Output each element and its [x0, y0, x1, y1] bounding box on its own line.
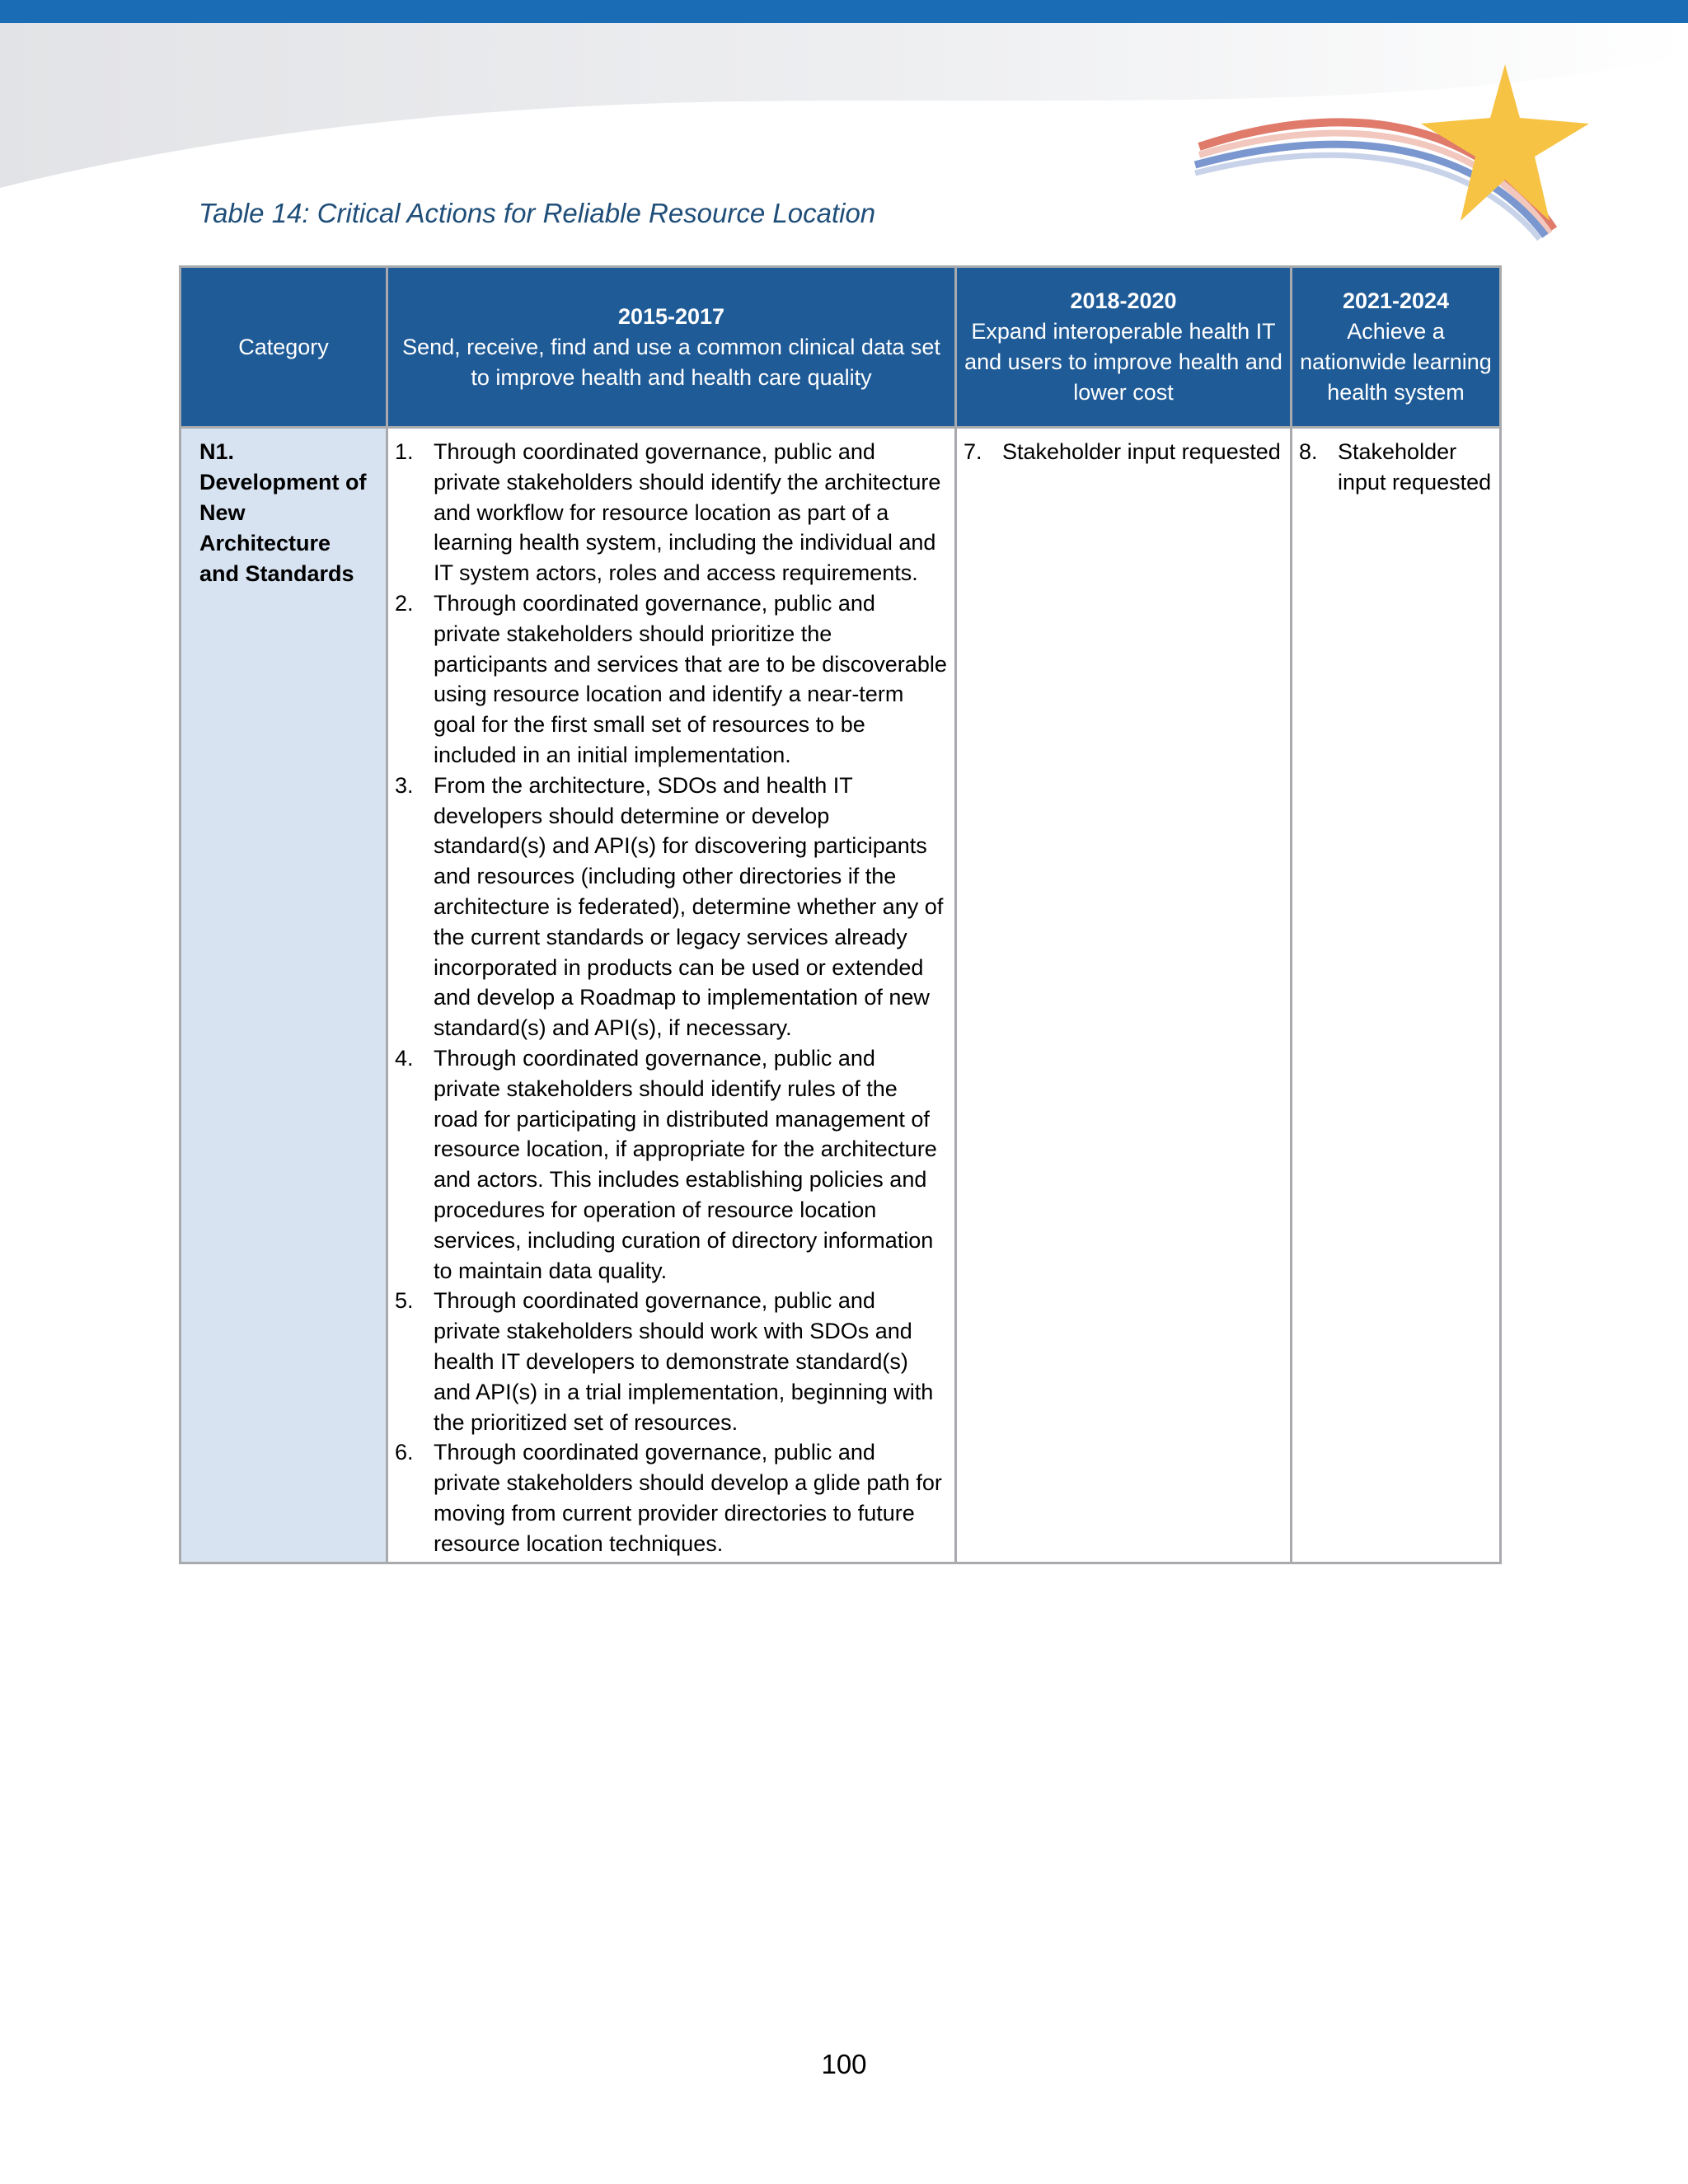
item-text: Stakeholder input requested [1338, 439, 1492, 494]
item-number: 6. [395, 1440, 414, 1465]
list-item [395, 771, 948, 1043]
actions-2021-2024-cell [1292, 428, 1501, 1563]
header-description: Send, receive, find and use a common clinical data set to improve health and health care quality [402, 334, 940, 390]
list-item [395, 1286, 948, 1437]
list-item [395, 437, 948, 588]
header-description: Expand interoperable health IT and users to improve health and lower cost [964, 319, 1282, 405]
header-2018-2020 [956, 267, 1292, 428]
item-number: 8. [1299, 439, 1318, 464]
actions-2018-2020-cell [956, 428, 1292, 1563]
header-period: 2018-2020 [1070, 288, 1177, 313]
item-number: 1. [395, 439, 414, 464]
list-item [395, 1437, 948, 1558]
header-2015-2017 [387, 267, 956, 428]
item-text: Through coordinated governance, public and private stakeholders should identify rules of the road for participating in distributed management of resource location, if appropriate for the architecture and actors. This includes establishing policies and procedures for operation of resource location services, including curation of directory information to maintain data quality. [434, 1045, 937, 1283]
item-number: 2. [395, 590, 414, 616]
table-caption: Table 14: Critical Actions for Reliable Resource Location [199, 198, 876, 228]
header-description: Achieve a nationwide learning health system [1300, 319, 1492, 405]
item-text: Through coordinated governance, public and private stakeholders should develop a glide path for moving from current provider directories to future resource location techniques. [434, 1440, 942, 1556]
item-text: Stakeholder input requested [1002, 439, 1281, 464]
actions-list [964, 437, 1283, 467]
list-item [395, 588, 948, 771]
header-period: 2021-2024 [1342, 288, 1450, 313]
item-number: 3. [395, 772, 414, 798]
page-number: 100 [821, 2049, 867, 2079]
item-text: From the architecture, SDOs and health IT developers should determine or develop standard(s) and API(s) for discovering participants and resources (including other directories if the architecture is federated), determine whether any of the current standards or legacy services already incorporated in products can be used or extended and develop a Roadmap to implementation of new standard(s) and API(s), if necessary. [434, 772, 944, 1041]
actions-list [1299, 437, 1493, 498]
top-banner-bar [0, 0, 1688, 23]
item-number: 5. [395, 1288, 414, 1314]
list-item [964, 437, 1283, 467]
header-category-label: Category [238, 334, 329, 359]
header-period: 2015-2017 [617, 303, 725, 329]
item-number: 7. [964, 439, 982, 464]
header-category [181, 267, 387, 428]
header-2021-2024 [1292, 267, 1501, 428]
list-item [395, 1043, 948, 1286]
item-text: Through coordinated governance, public and private stakeholders should work with SDOs and health IT developers to demonstrate standard(s) and API(s) in a trial implementation, beginning with the prioritized set of resources. [434, 1288, 934, 1435]
actions-2015-2017-cell [387, 428, 956, 1563]
actions-list [395, 437, 948, 1558]
item-number: 4. [395, 1045, 414, 1071]
critical-actions-table [179, 265, 1502, 1564]
category-cell: N1. Development of New Architecture and Standards [181, 428, 387, 1563]
list-item [1299, 437, 1493, 498]
item-text: Through coordinated governance, public and private stakeholders should prioritize the participants and services that are to be discoverable using resource location and identify a near-term goal for the first small set of resources to be included in an initial implementation. [434, 590, 947, 767]
item-text: Through coordinated governance, public and private stakeholders should identify the architecture and workflow for resource location as part of a learning health system, including the individual and IT system actors, roles and access requirements. [434, 439, 941, 586]
table-row [181, 428, 1501, 1563]
table-header-row [181, 267, 1501, 428]
